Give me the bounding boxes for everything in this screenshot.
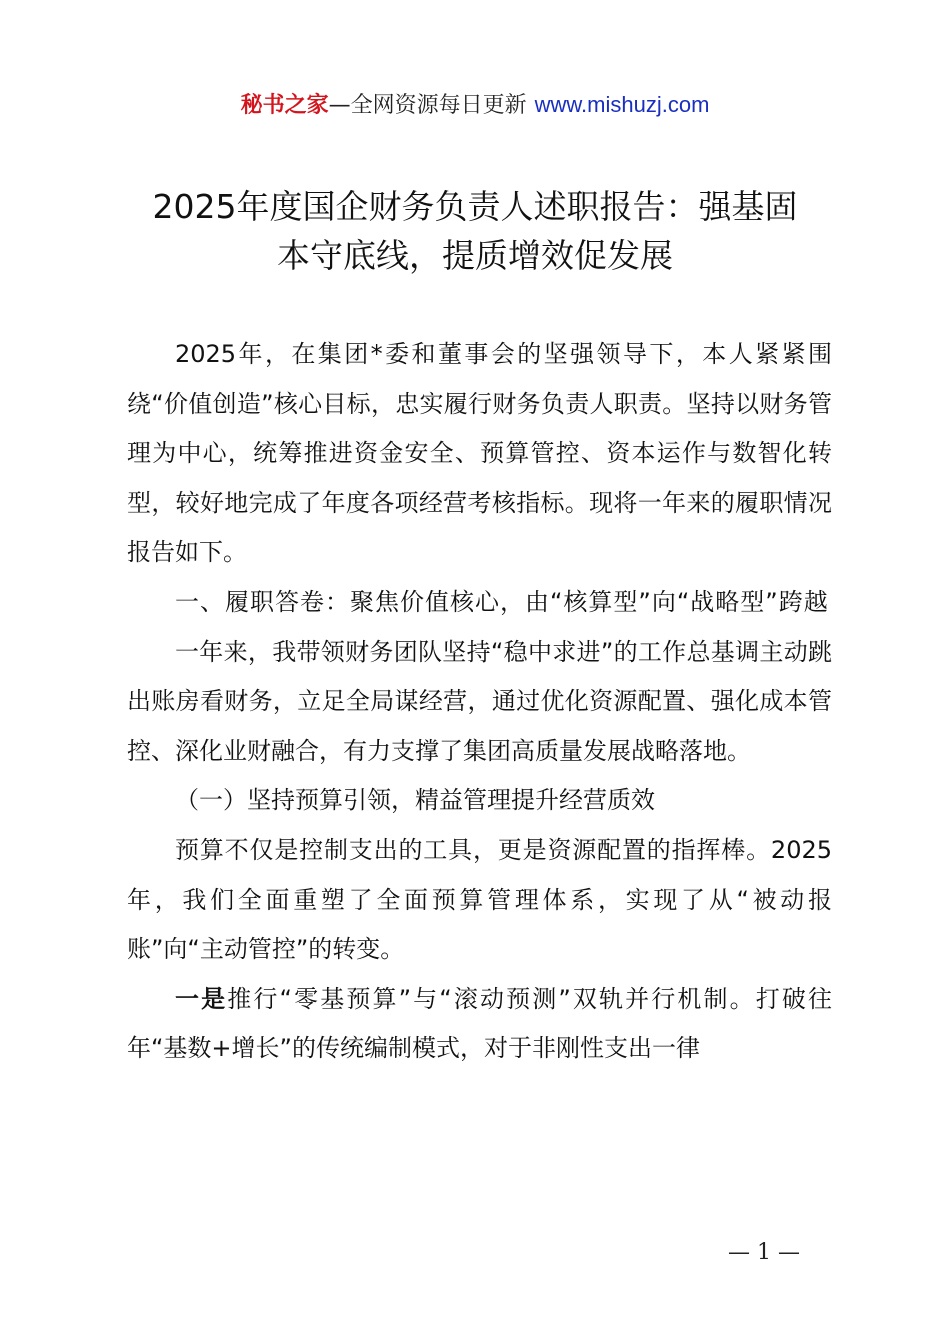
- header-tagline: —全网资源每日更新: [328, 93, 527, 118]
- intro-paragraph: 2025年，在集团*委和董事会的坚强领导下，本人紧紧围绕“价值创造”核心目标，忠实履行财务负责人职责。坚持以财务管理为中心，统筹推进资金安全、预算管控、资本运作与数智化转型，较好地完成了年度各项经营考核指标。现将一年来的履职情况报告如下。: [127, 340, 832, 567]
- site-url-link[interactable]: www.mishuzj.com: [534, 92, 710, 117]
- document-title: [120, 182, 830, 280]
- point-one-lead: 一是: [175, 984, 228, 1013]
- title-line-2: 本守底线，提质增效促发展: [277, 236, 673, 275]
- section-heading-1: 一、履职答卷：聚焦价值核心，由“核算型”向“战略型”跨越: [175, 587, 829, 616]
- brand-name: 秘书之家: [240, 93, 329, 118]
- subsection-heading-1: （一）坚持预算引领，精益管理提升经营质效: [175, 786, 655, 815]
- document-body: [127, 330, 832, 1074]
- title-line-1: 2025年度国企财务负责人述职报告：强基固: [152, 187, 798, 226]
- section-1-paragraph: 一年来，我带领财务团队坚持“稳中求进”的工作总基调主动跳出账房看财务，立足全局谋经营，通过优化资源配置、强化成本管控、深化业财融合，有力支撑了集团高质量发展战略落地。: [127, 637, 832, 765]
- subsection-1-paragraph: 预算不仅是控制支出的工具，更是资源配置的指挥棒。2025年，我们全面重塑了全面预算管理体系，实现了从“被动报账”向“主动管控”的转变。: [127, 835, 832, 964]
- point-one-text: 推行“零基预算”与“滚动预测”双轨并行机制。打破往年“基数+增长”的传统编制模式，对于非刚性支出一律: [127, 984, 833, 1063]
- page-number: — 1 —: [728, 1240, 800, 1265]
- point-one-paragraph: [127, 975, 832, 1074]
- site-header: [0, 90, 950, 121]
- page-footer: [0, 1237, 950, 1269]
